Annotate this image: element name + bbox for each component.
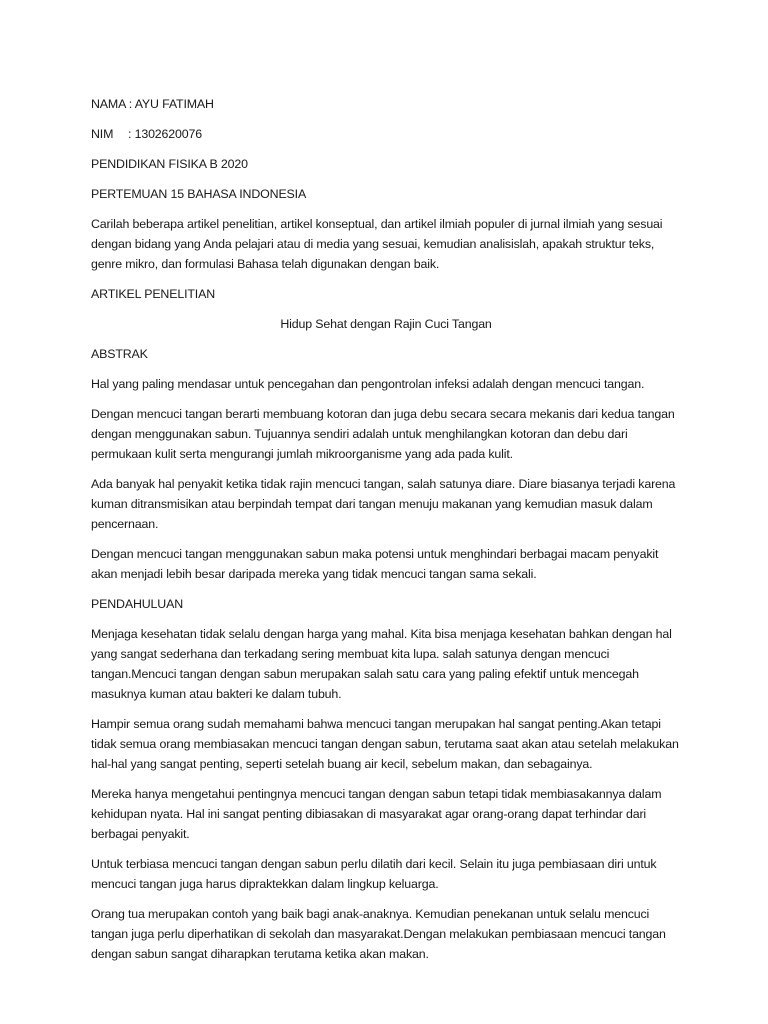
introduction-paragraph: Mereka hanya mengetahui pentingnya mencuci tangan dengan sabun tetapi tidak membiasakannya dalam kehidupan nyata. Hal ini sangat penting dibiasakan di masyarakat agar orang-orang dapat terhindar dari berbagai penyakit.	[91, 787, 662, 841]
abstract-paragraph: Dengan mencuci tangan menggunakan sabun maka potensi untuk menghindari berbagai macam penyakit akan menjadi lebih besar daripada mereka yang tidak mencuci tangan sama sekali.	[91, 547, 659, 581]
abstract-paragraph: Hal yang paling mendasar untuk pencegahan dan pengontrolan infeksi adalah dengan mencuci tangan.	[91, 377, 645, 391]
article-title: Hidup Sehat dengan Rajin Cuci Tangan	[280, 317, 492, 331]
introduction-paragraph: Menjaga kesehatan tidak selalu dengan harga yang mahal. Kita bisa menjaga kesehatan bahkan dengan hal yang sangat sederhana dan terkadang sering membuat kita lupa. salah satunya dengan mencuci tangan.Mencuci tangan dengan sabun merupakan salah satu cara yang paling efektif untuk mencegah masuknya kuman atau bakteri ke dalam tubuh.	[91, 627, 672, 701]
study-program: PENDIDIKAN FISIKA B 2020	[91, 157, 248, 171]
nim-label: NIM	[91, 127, 114, 141]
meeting-title: PERTEMUAN 15 BAHASA INDONESIA	[91, 187, 307, 201]
student-nim	[91, 124, 681, 144]
document-page	[91, 94, 681, 974]
section-label: ARTIKEL PENELITIAN	[91, 287, 216, 301]
introduction-paragraph: Untuk terbiasa mencuci tangan dengan sabun perlu dilatih dari kecil. Selain itu juga pembiasaan diri untuk mencuci tangan juga harus dipraktekkan dalam lingkup keluarga.	[91, 857, 657, 891]
student-name: NAMA : AYU FATIMAH	[91, 97, 214, 111]
abstract-paragraph: Ada banyak hal penyakit ketika tidak rajin mencuci tangan, salah satunya diare. Diare biasanya terjadi karena kuman ditransmisikan atau berpindah tempat dari tangan menuju makanan yang kemudian masuk dalam pencernaan.	[91, 477, 676, 531]
introduction-heading: PENDAHULUAN	[91, 597, 183, 611]
introduction-paragraph: Hampir semua orang sudah memahami bahwa mencuci tangan merupakan hal sangat penting.Akan tetapi tidak semua orang membiasakan mencuci tangan dengan sabun, terutama saat akan atau setelah melakukan hal-hal yang sangat penting, seperti setelah buang air kecil, sebelum makan, dan sebagainya.	[91, 717, 679, 771]
abstract-heading: ABSTRAK	[91, 347, 148, 361]
introduction-paragraph: Orang tua merupakan contoh yang baik bagi anak-anaknya. Kemudian penekanan untuk selalu mencuci tangan juga perlu diperhatikan di sekolah dan masyarakat.Dengan melakukan pembiasaan mencuci tangan dengan sabun sangat diharapkan terutama ketika akan makan.	[91, 907, 666, 961]
abstract-paragraph: Dengan mencuci tangan berarti membuang kotoran dan juga debu secara secara mekanis dari kedua tangan dengan menggunakan sabun. Tujuannya sendiri adalah untuk menghilangkan kotoran dan debu dari permukaan kulit serta mengurangi jumlah mikroorganisme yang ada pada kulit.	[91, 407, 675, 461]
assignment-instructions: Carilah beberapa artikel penelitian, artikel konseptual, dan artikel ilmiah populer di jurnal ilmiah yang sesuai dengan bidang yang Anda pelajari atau di media yang sesuai, kemudian analisislah, apakah struktur teks, genre mikro, dan formulasi Bahasa telah digunakan dengan baik.	[91, 217, 663, 271]
nim-value: : 1302620076	[128, 127, 202, 141]
